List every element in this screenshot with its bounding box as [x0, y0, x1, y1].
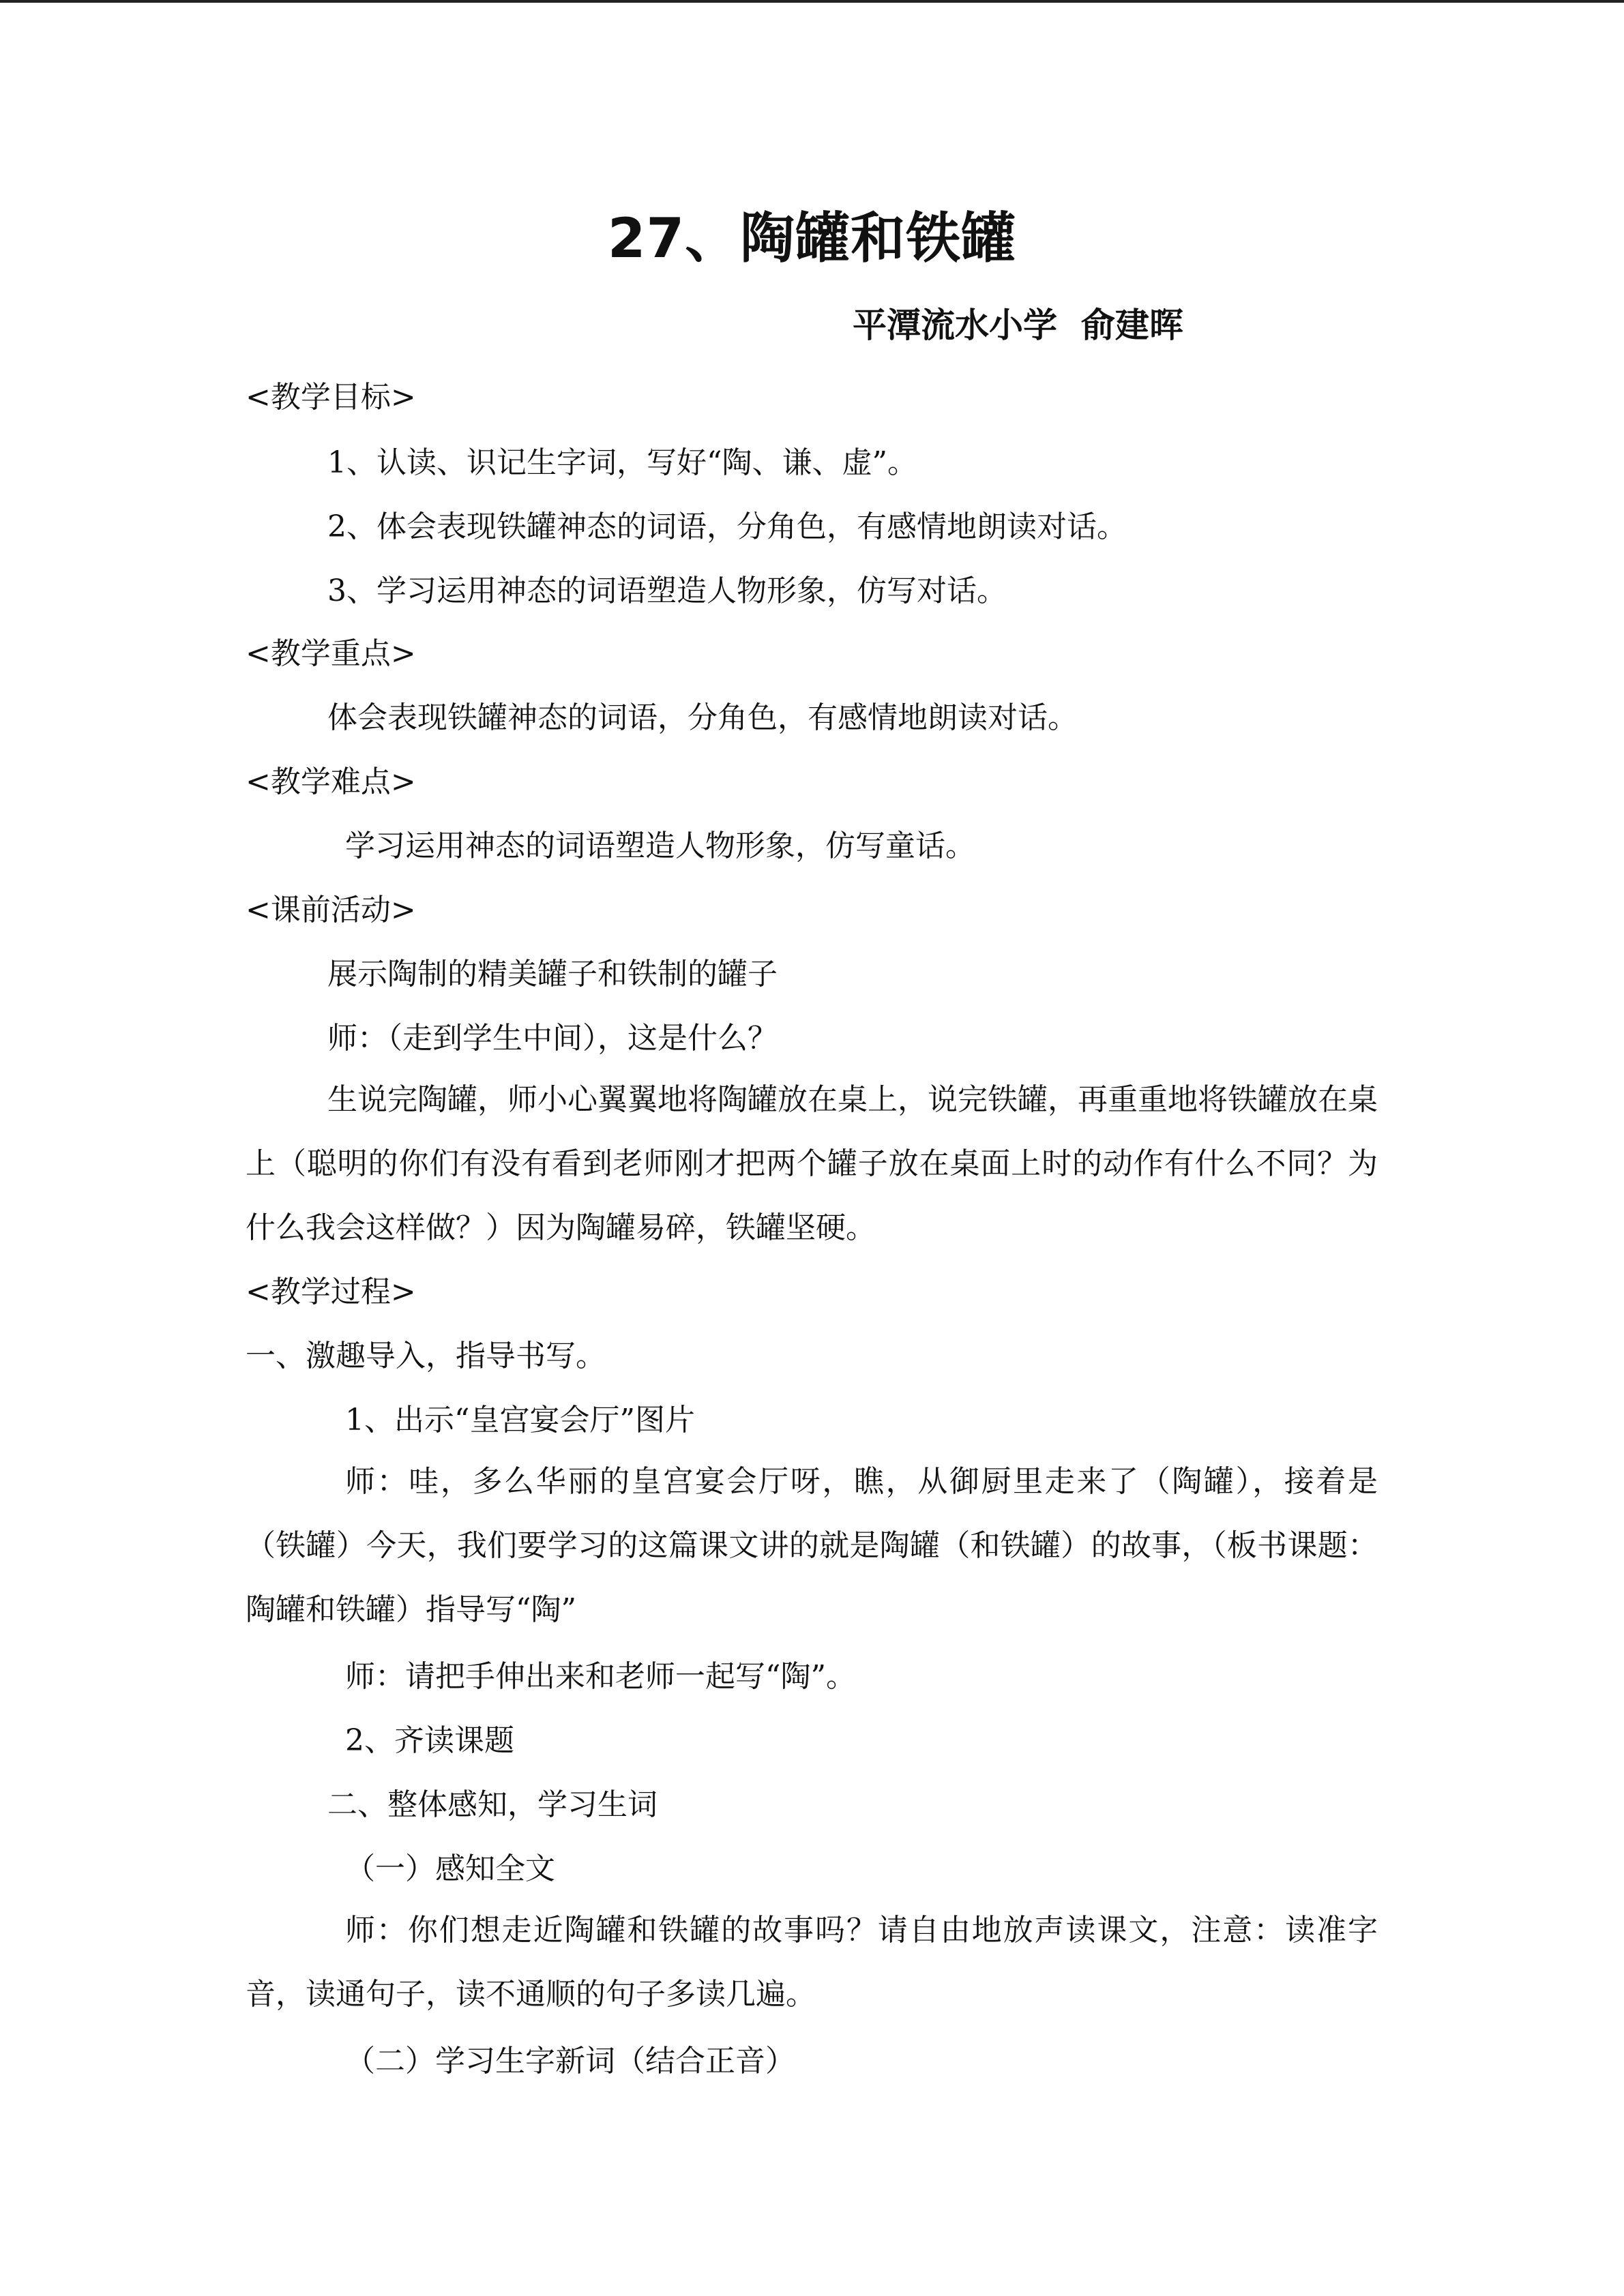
- goal-item-3: 3、学习运用神态的词语塑造人物形象，仿写对话。: [327, 573, 1007, 608]
- process-step-1: 1、出示“皇宫宴会厅”图片: [345, 1403, 695, 1437]
- pre-class-heading: <课前活动>: [246, 893, 416, 927]
- process-paragraph-2: 师：你们想走近陶罐和铁罐的故事吗？请自由地放声读课文，注意：读准字音，读通句子，读不通顺的句子多读几遍。: [246, 1913, 1378, 2012]
- process-part-2-title: 二、整体感知，学习生词: [327, 1787, 658, 1822]
- key-points-heading: <教学重点>: [246, 636, 416, 671]
- process-step-2: 2、齐读课题: [345, 1723, 514, 1758]
- difficulties-heading: <教学难点>: [246, 764, 416, 799]
- page-top-border: [0, 0, 1624, 3]
- goals-heading: <教学目标>: [246, 380, 416, 415]
- difficulties-text: 学习运用神态的词语塑造人物形象，仿写童话。: [345, 829, 975, 863]
- pre-class-line-2: 师：（走到学生中间），这是什么？: [327, 1021, 778, 1056]
- process-sub-1: （一）感知全文: [345, 1851, 555, 1886]
- process-part-1-title: 一、激趣导入，指导书写。: [246, 1339, 606, 1373]
- process-heading: <教学过程>: [246, 1274, 416, 1309]
- goal-item-1: 1、认读、识记生字词，写好“陶、谦、虚”。: [327, 445, 917, 480]
- page-title: 27、陶罐和铁罐: [607, 207, 1017, 270]
- pre-class-paragraph: 生说完陶罐，师小心翼翼地将陶罐放在桌上，说完铁罐，再重重地将铁罐放在桌上（聪明的你们有没有看到老师刚才把两个罐子放在桌面上时的动作有什么不同？为什么我会这样做？）因为陶罐易碎，铁罐坚硬。: [246, 1082, 1378, 1245]
- author-line: 平潭流水小学 俞建晖: [853, 305, 1183, 345]
- goal-item-2: 2、体会表现铁罐神态的词语，分角色，有感情地朗读对话。: [327, 509, 1127, 544]
- process-paragraph-1: 师：哇，多么华丽的皇宫宴会厅呀，瞧，从御厨里走来了（陶罐），接着是（铁罐）今天，我们要学习的这篇课文讲的就是陶罐（和铁罐）的故事，（板书课题：陶罐和铁罐）指导写“陶”: [246, 1464, 1378, 1627]
- pre-class-line-1: 展示陶制的精美罐子和铁制的罐子: [327, 957, 778, 992]
- key-points-text: 体会表现铁罐神态的词语，分角色，有感情地朗读对话。: [327, 700, 1078, 735]
- process-write-line: 师：请把手伸出来和老师一起写“陶”。: [345, 1659, 856, 1694]
- process-sub-2: （二）学习生字新词（结合正音）: [345, 2044, 795, 2078]
